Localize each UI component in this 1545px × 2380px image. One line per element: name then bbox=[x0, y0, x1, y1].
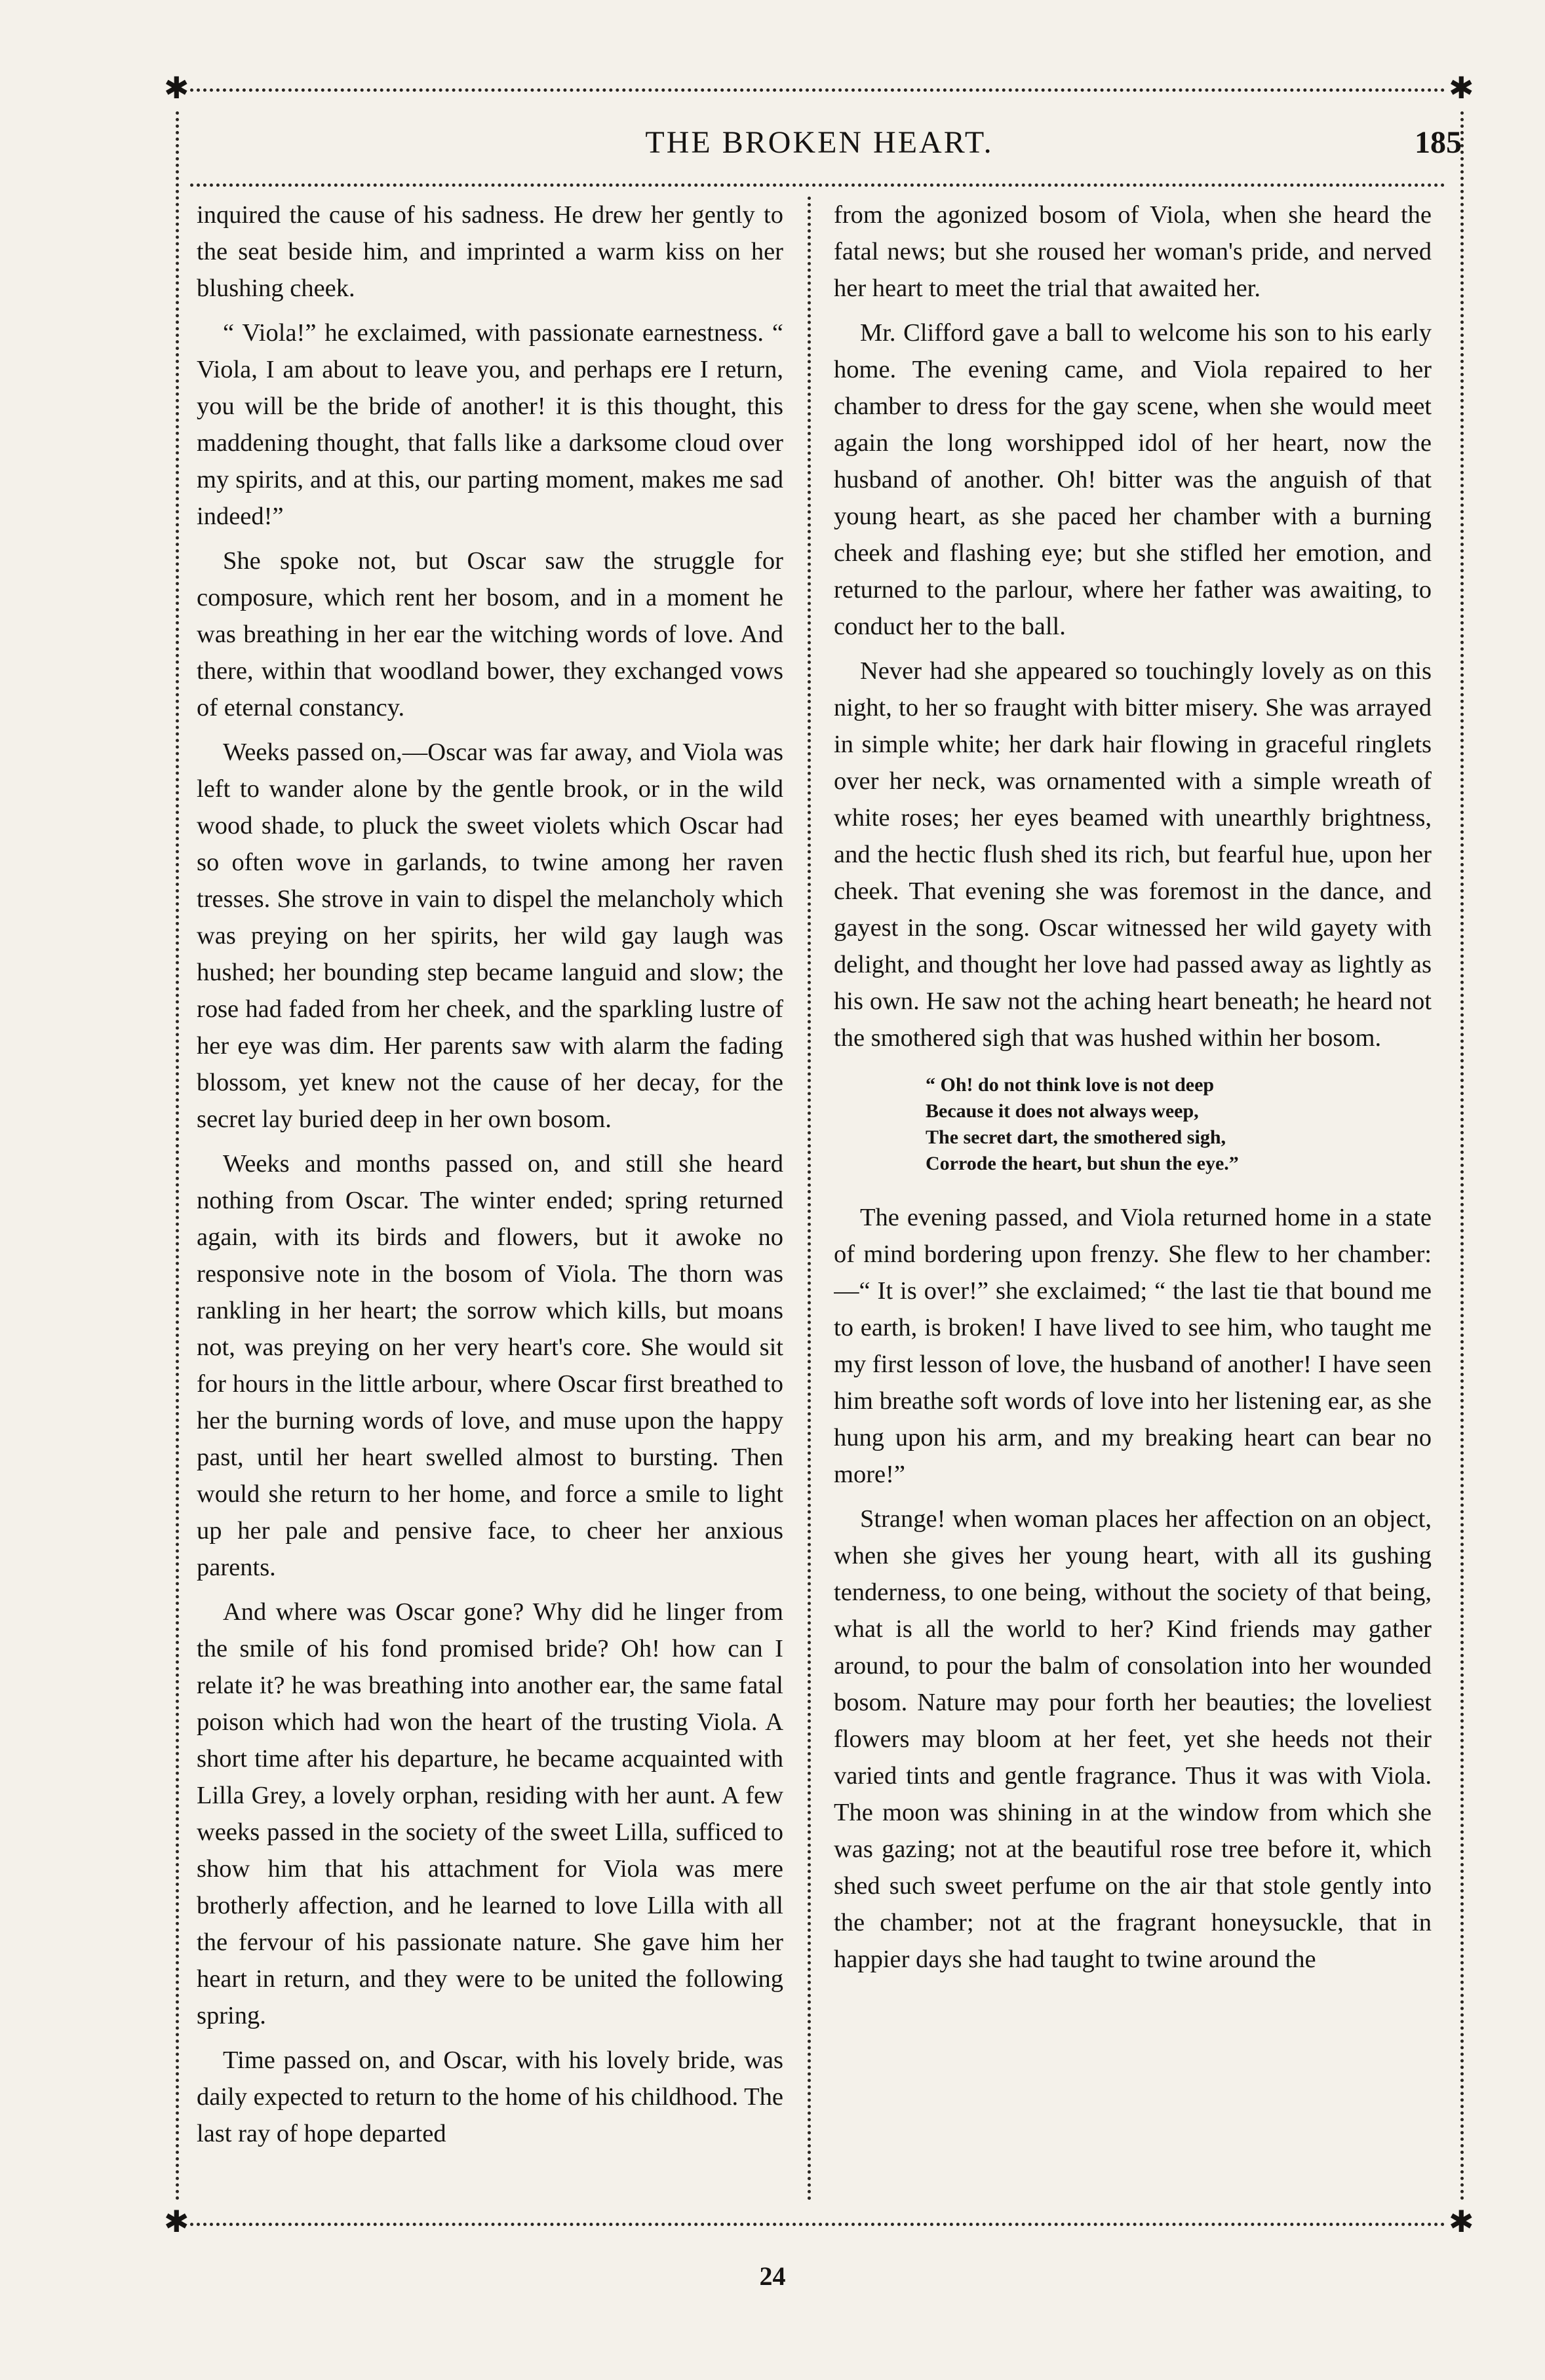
paragraph: Strange! when woman places her affection on an object, when she gives her young heart, with all its gushing tenderness, to one being, without the society of that being, what is all the world to her? Kind friends may gather around, to pour the balm of consolation into her wounded bosom. Nature may pour forth her beauties; the loveliest flowers may bloom at her feet, yet she heeds not their varied tints and gentle fragrance. Thus it was with Viola. The moon was shining in at the window from which she was gazing; not at the beautiful rose tree before it, which shed such sweet perfume on the air that stole gently into the chamber; not at the fragrant honeysuckle, that in happier days she had taught to twine around the bbox=[834, 1505, 1432, 1973]
poem-quotation bbox=[926, 1072, 1432, 1177]
poem-line: “ Oh! do not think love is not deep bbox=[926, 1074, 1215, 1096]
running-header bbox=[177, 125, 1462, 170]
poem-line: Corrode the heart, but shun the eye.” bbox=[926, 1153, 1239, 1174]
header-separator-rule bbox=[190, 183, 1445, 187]
paragraph: She spoke not, but Oscar saw the struggle for composure, which rent her bosom, and in a moment he was breathing in her ear the witching words of love. And there, within that woodland bower, they exchanged vows of eternal constancy. bbox=[197, 547, 783, 721]
paragraph: “ Viola!” he exclaimed, with passionate earnestness. “ Viola, I am about to leave you, and perhaps ere I return, you will be the bride of another! it is this thought, this maddening thought, that falls like a darksome cloud over my spirits, and at this, our parting moment, makes me sad indeed!” bbox=[197, 319, 783, 530]
paragraph: Weeks and months passed on, and still she heard nothing from Oscar. The winter ended; spring returned again, with its birds and flowers, but it awoke no responsive note in the bosom of Viola. The thorn was rankling in her heart; the sorrow which kills, but moans not, was preying on her very heart's core. She would sit for hours in the little arbour, where Oscar first breathed to her the burning words of love, and muse upon the happy past, until her heart swelled almost to bursting. Then would she return to her home, and force a smile to light up her pale and pensive face, to cheer her anxious parents. bbox=[197, 1150, 783, 1581]
corner-ornament-bottom-right: ✱ bbox=[1449, 2205, 1474, 2238]
corner-ornament-top-right: ✱ bbox=[1449, 71, 1474, 105]
running-title: THE BROKEN HEART. bbox=[645, 125, 994, 160]
page-number: 185 bbox=[1415, 125, 1462, 160]
bottom-border-rule bbox=[190, 2223, 1445, 2226]
poem-line: Because it does not always weep, bbox=[926, 1100, 1199, 1122]
paragraph: And where was Oscar gone? Why did he linger from the smile of his fond promised bride? Oh! how can I relate it? he was breathing into another ear, the same fatal poison which had won the heart of the trusting Viola. A short time after his departure, he became acquainted with Lilla Grey, a lovely orphan, residing with her aunt. A few weeks passed in the society of the sweet Lilla, sufficed to show him that his attachment for Viola was mere brotherly affection, and he learned to love Lilla with all the fervour of his passionate nature. She gave him her heart in return, and they were to be united the following spring. bbox=[197, 1598, 783, 2029]
column-divider-rule bbox=[808, 197, 811, 2202]
paragraph: inquired the cause of his sadness. He drew her gently to the seat beside him, and imprinted a warm kiss on her blushing cheek. bbox=[197, 201, 783, 302]
left-border-rule bbox=[176, 111, 179, 2202]
paragraph: Never had she appeared so touchingly lovely as on this night, to her so fraught with bitter misery. She was arrayed in simple white; her dark hair flowing in graceful ringlets over her neck, was ornamented with a simple wreath of white roses; her eyes beamed with unearthly brightness, and the hectic flush shed its rich, but fearful hue, upon her cheek. That evening she was foremost in the dance, and gayest in the song. Oscar witnessed her wild gayety with delight, and thought her love had passed away as lightly as his own. He saw not the aching heart beneath; he heard not the smothered sigh that was hushed within her bosom. bbox=[834, 657, 1432, 1052]
paragraph: Weeks passed on,—Oscar was far away, and Viola was left to wander alone by the gentle brook, or in the wild wood shade, to pluck the sweet violets which Oscar had so often wove in garlands, to twine among her raven tresses. She strove in vain to dispel the melancholy which was preying on her spirits, her wild gay laugh was hushed; her bounding step became languid and slow; the rose had faded from her cheek, and the sparkling lustre of her eye was dim. Her parents saw with alarm the fading blossom, yet knew not the cause of her decay, for the secret lay buried deep in her own bosom. bbox=[197, 739, 783, 1133]
paragraph: Time passed on, and Oscar, with his lovely bride, was daily expected to return to the home of his childhood. The last ray of hope departed bbox=[197, 2046, 783, 2147]
right-border-rule bbox=[1460, 111, 1464, 2202]
left-text-column bbox=[197, 197, 783, 2156]
paragraph: The evening passed, and Viola returned home in a state of mind bordering upon frenzy. She flew to her chamber:—“ It is over!” she exclaimed; “ the last tie that bound me to earth, is broken! I have lived to see him, who taught me my first lesson of love, the husband of another! I have seen him breathe soft words of love into her listening ear, as she hung upon his arm, and my breaking heart can bear no more!” bbox=[834, 1204, 1432, 1488]
top-border-rule bbox=[190, 88, 1445, 92]
corner-ornament-bottom-left: ✱ bbox=[164, 2205, 189, 2238]
signature-number: 24 bbox=[759, 2261, 786, 2291]
paragraph: from the agonized bosom of Viola, when she heard the fatal news; but she roused her woman's pride, and nerved her heart to meet the trial that awaited her. bbox=[834, 201, 1432, 302]
right-text-column bbox=[834, 197, 1432, 2156]
paragraph: Mr. Clifford gave a ball to welcome his son to his early home. The evening came, and Viola repaired to her chamber to dress for the gay scene, when she would meet again the long worshipped idol of her heart, now the husband of another. Oh! bitter was the anguish of that young heart, as she paced her chamber with a burning cheek and flashing eye; but she stifled her emotion, and returned to the parlour, where her father was awaiting, to conduct her to the ball. bbox=[834, 319, 1432, 640]
corner-ornament-top-left: ✱ bbox=[164, 71, 189, 105]
poem-line: The secret dart, the smothered sigh, bbox=[926, 1126, 1226, 1148]
